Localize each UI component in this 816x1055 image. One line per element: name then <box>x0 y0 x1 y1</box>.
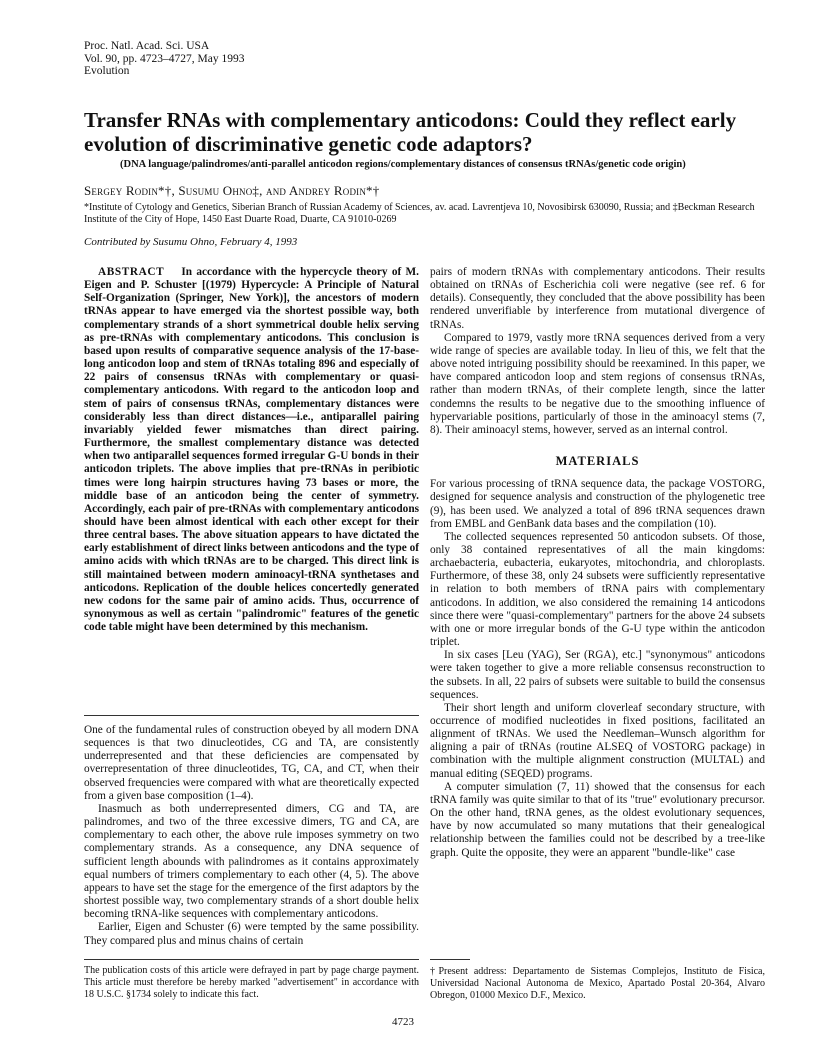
footnote-divider <box>84 959 419 960</box>
body-paragraph: pairs of modern tRNAs with complementary anticodons. Their results obtained on tRNAs of Escherichia coli were negative (see ref. 6 for details). Consequently, they concluded that the above possibility has been rendered unverifiable by interference from mutational divergence of tRNAs. <box>430 266 765 331</box>
body-paragraph: For various processing of tRNA sequence data, the package VOSTORG, designed for sequence analysis and construction of the phylogenetic tree (9), has been used. We analyzed a total of 896 tRNA sequences drawn from EMBL and GenBank data bases and the compilation (10). <box>430 478 765 530</box>
present-address-footnote: †Present address: Departamento de Sistemas Complejos, Instituto de Fisica, Universidad Nacional Autonoma de Mexico, Apartado Postal 20-364, Alvaro Obregon, 01000 Mexico D.F., Mexico. <box>430 966 765 1001</box>
abstract-label: ABSTRACT <box>98 266 165 278</box>
body-paragraph: Earlier, Eigen and Schuster (6) were tempted by the same possibility. They compared plus and minus chains of certain <box>84 921 419 947</box>
contributed-by: Contributed by Susumu Ohno, February 4, 1993 <box>84 236 298 248</box>
body-paragraph: The collected sequences represented 50 anticodon subsets. Of those, only 38 contained representatives of all the main kingdoms: archaebacteria, eubacteria, eukaryotes, mitochondria, and chloroplasts. Furthermore, of these 38, only 24 subsets were sufficiently representative in relation to both members of tRNA pairs with complementary anticodons. In addition, we also considered the remaining 14 anticodons since there were "quasi-complementary" partners for the above 24 subsets with one or more irregular bonds of the G-U type within the anticodon triplet. <box>430 530 765 649</box>
authors: Sergey Rodin*†, Susumu Ohno‡, and Andrey Rodin*† <box>84 183 380 198</box>
footnote-divider <box>430 959 470 960</box>
left-body <box>84 724 419 948</box>
body-paragraph: Inasmuch as both underrepresented dimers, CG and TA, are palindromes, and two of the three excessive dimers, TG and CA, are complementary to each other, the above rule imposes symmetry on two complementary strands. As a consequence, any DNA sequence of sufficient length abounds with palindromes as it contains approximately equal numbers of trimers complementary to each other (4, 5). The above appears to have set the stage for the emergence of the first adaptors by the shortest possible way, two complementary strands of a short double helix becoming tRNA-like sequences with complementary anticodons. <box>84 802 419 921</box>
body-paragraph: Their short length and uniform cloverleaf secondary structure, with occurrence of modified nucleotides in fixed positions, facilitated an alignment of tRNAs. We used the Needleman–Wunsch algorithm for aligning a pair of tRNAs (routine ALSEQ of VOSTORG package) in combination with the multiple alignment construction (MULTAL) and manual editing (SEQED) programs. <box>430 701 765 780</box>
publication-cost-note: The publication costs of this article were defrayed in part by page charge payment. This article must therefore be hereby marked "advertisement" in accordance with 18 U.S.C. §1734 solely to indicate this fact. <box>84 965 419 1000</box>
journal-header <box>84 40 244 78</box>
affiliation: *Institute of Cytology and Genetics, Siberian Branch of Russian Academy of Sciences, av. acad. Lavrentjeva 10, Novosibirsk 630090, Russia; and ‡Beckman Research Institute of the City of Hope, 1450 East Duarte Road, Duarte, CA 91010-0269 <box>84 202 755 225</box>
body-paragraph: One of the fundamental rules of construction obeyed by all modern DNA sequences is that two dinucleotides, CG and TA, are consistently underrepresented and that these deficiencies are compensated by overrepresentation of three dinucleotides, TG, CA, and CT, when their observed frequencies were compared with what are theoretically expected from a given base composition (1–4). <box>84 724 419 802</box>
journal-name: Proc. Natl. Acad. Sci. USA <box>84 40 210 52</box>
abstract-divider <box>84 715 419 716</box>
body-paragraph: In six cases [Leu (YAG), Ser (RGA), etc.] "synonymous" anticodons were taken together to give a more reliable consensus reconstruction to the subsets. In all, 22 pairs of subsets were suitable to build the consensus sequences. <box>430 649 765 701</box>
body-paragraph: A computer simulation (7, 11) showed that the consensus for each tRNA family was quite similar to that of its "true" evolutionary precursor. On the other hand, tRNA genes, as the oldest evolutionary sequences, have by now accumulated so many mutations that their genealogical relationship between the families could not be described by a tree-like graph. Quite the opposite, they were an apparent "bundle-like" case <box>430 780 765 859</box>
page-number: 4723 <box>392 1016 414 1028</box>
keywords: (DNA language/palindromes/anti-parallel anticodon regions/complementary distances of consensus tRNAs/genetic code origin) <box>120 159 686 170</box>
right-column <box>430 266 765 860</box>
body-paragraph: Compared to 1979, vastly more tRNA sequences derived from a very wide range of species are available today. In lieu of this, we felt that the above noted intriguing possibility should be reexamined. In this paper, we have compared anticodon loop and stem regions of consensus tRNAs, rather than modern tRNAs, of their complete length, since the latter condemns the results to be negative due to the smoothing influence of hypervariable positions, particularly of those in the aminoacyl stems (7, 8). Their aminoacyl stems, however, served as an internal control. <box>430 331 765 436</box>
section-heading-materials: MATERIALS <box>555 454 640 469</box>
left-column <box>84 266 419 634</box>
abstract <box>84 266 419 634</box>
article-title: Transfer RNAs with complementary anticodons: Could they reflect early evolution of discriminative genetic code adaptors? <box>84 108 737 156</box>
abstract-text: In accordance with the hypercycle theory of M. Eigen and P. Schuster [(1979) Hypercycle: A Principle of Natural Self-Organization (Springer, New York)], the ancestors of modern tRNAs appear to have emerged via the shortest possible way, both complementary strands of a short symmetrical double helix serving as pre-tRNAs with complementary anticodons. This conclusion is based upon results of comparative sequence analysis of the 17-base-long anticodon loop and stem of tRNAs totaling 896 and especially of 22 pairs of consensus tRNAs with complementary or quasi-complementary anticodons. With regard to the anticodon loop and stem of pairs of consensus tRNAs, complementary distances were considerably less than direct distances—i.e., antiparallel pairing invariably yielded fewer mismatches than direct pairing. Furthermore, the smallest complementary distance was detected when two antiparallel sequences formed irregular G-U bonds in their anticodon triplets. The above implies that pre-tRNAs in peribiotic times were long hairpin structures having 73 bases or more, the middle base of an anticodon being the center of symmetry. Accordingly, each pair of pre-tRNAs with complementary anticodons should have been almost identical with each other except for their three central bases. The above situation appears to have dictated the early establishment of direct links between anticodons and the type of amino acids with which tRNAs are to be charged. This direct link is still maintained between modern aminoacyl-tRNA synthetases and anticodons. Replication of the double helices concertedly generated new codons for the same pair of amino acids. Thus, occurrence of synonymous as well as certain "palindromic" features of the genetic code table might have been determined by this mechanism. <box>84 266 419 634</box>
journal-volume: Vol. 90, pp. 4723–4727, May 1993 <box>84 52 245 65</box>
journal-section: Evolution <box>84 65 130 77</box>
